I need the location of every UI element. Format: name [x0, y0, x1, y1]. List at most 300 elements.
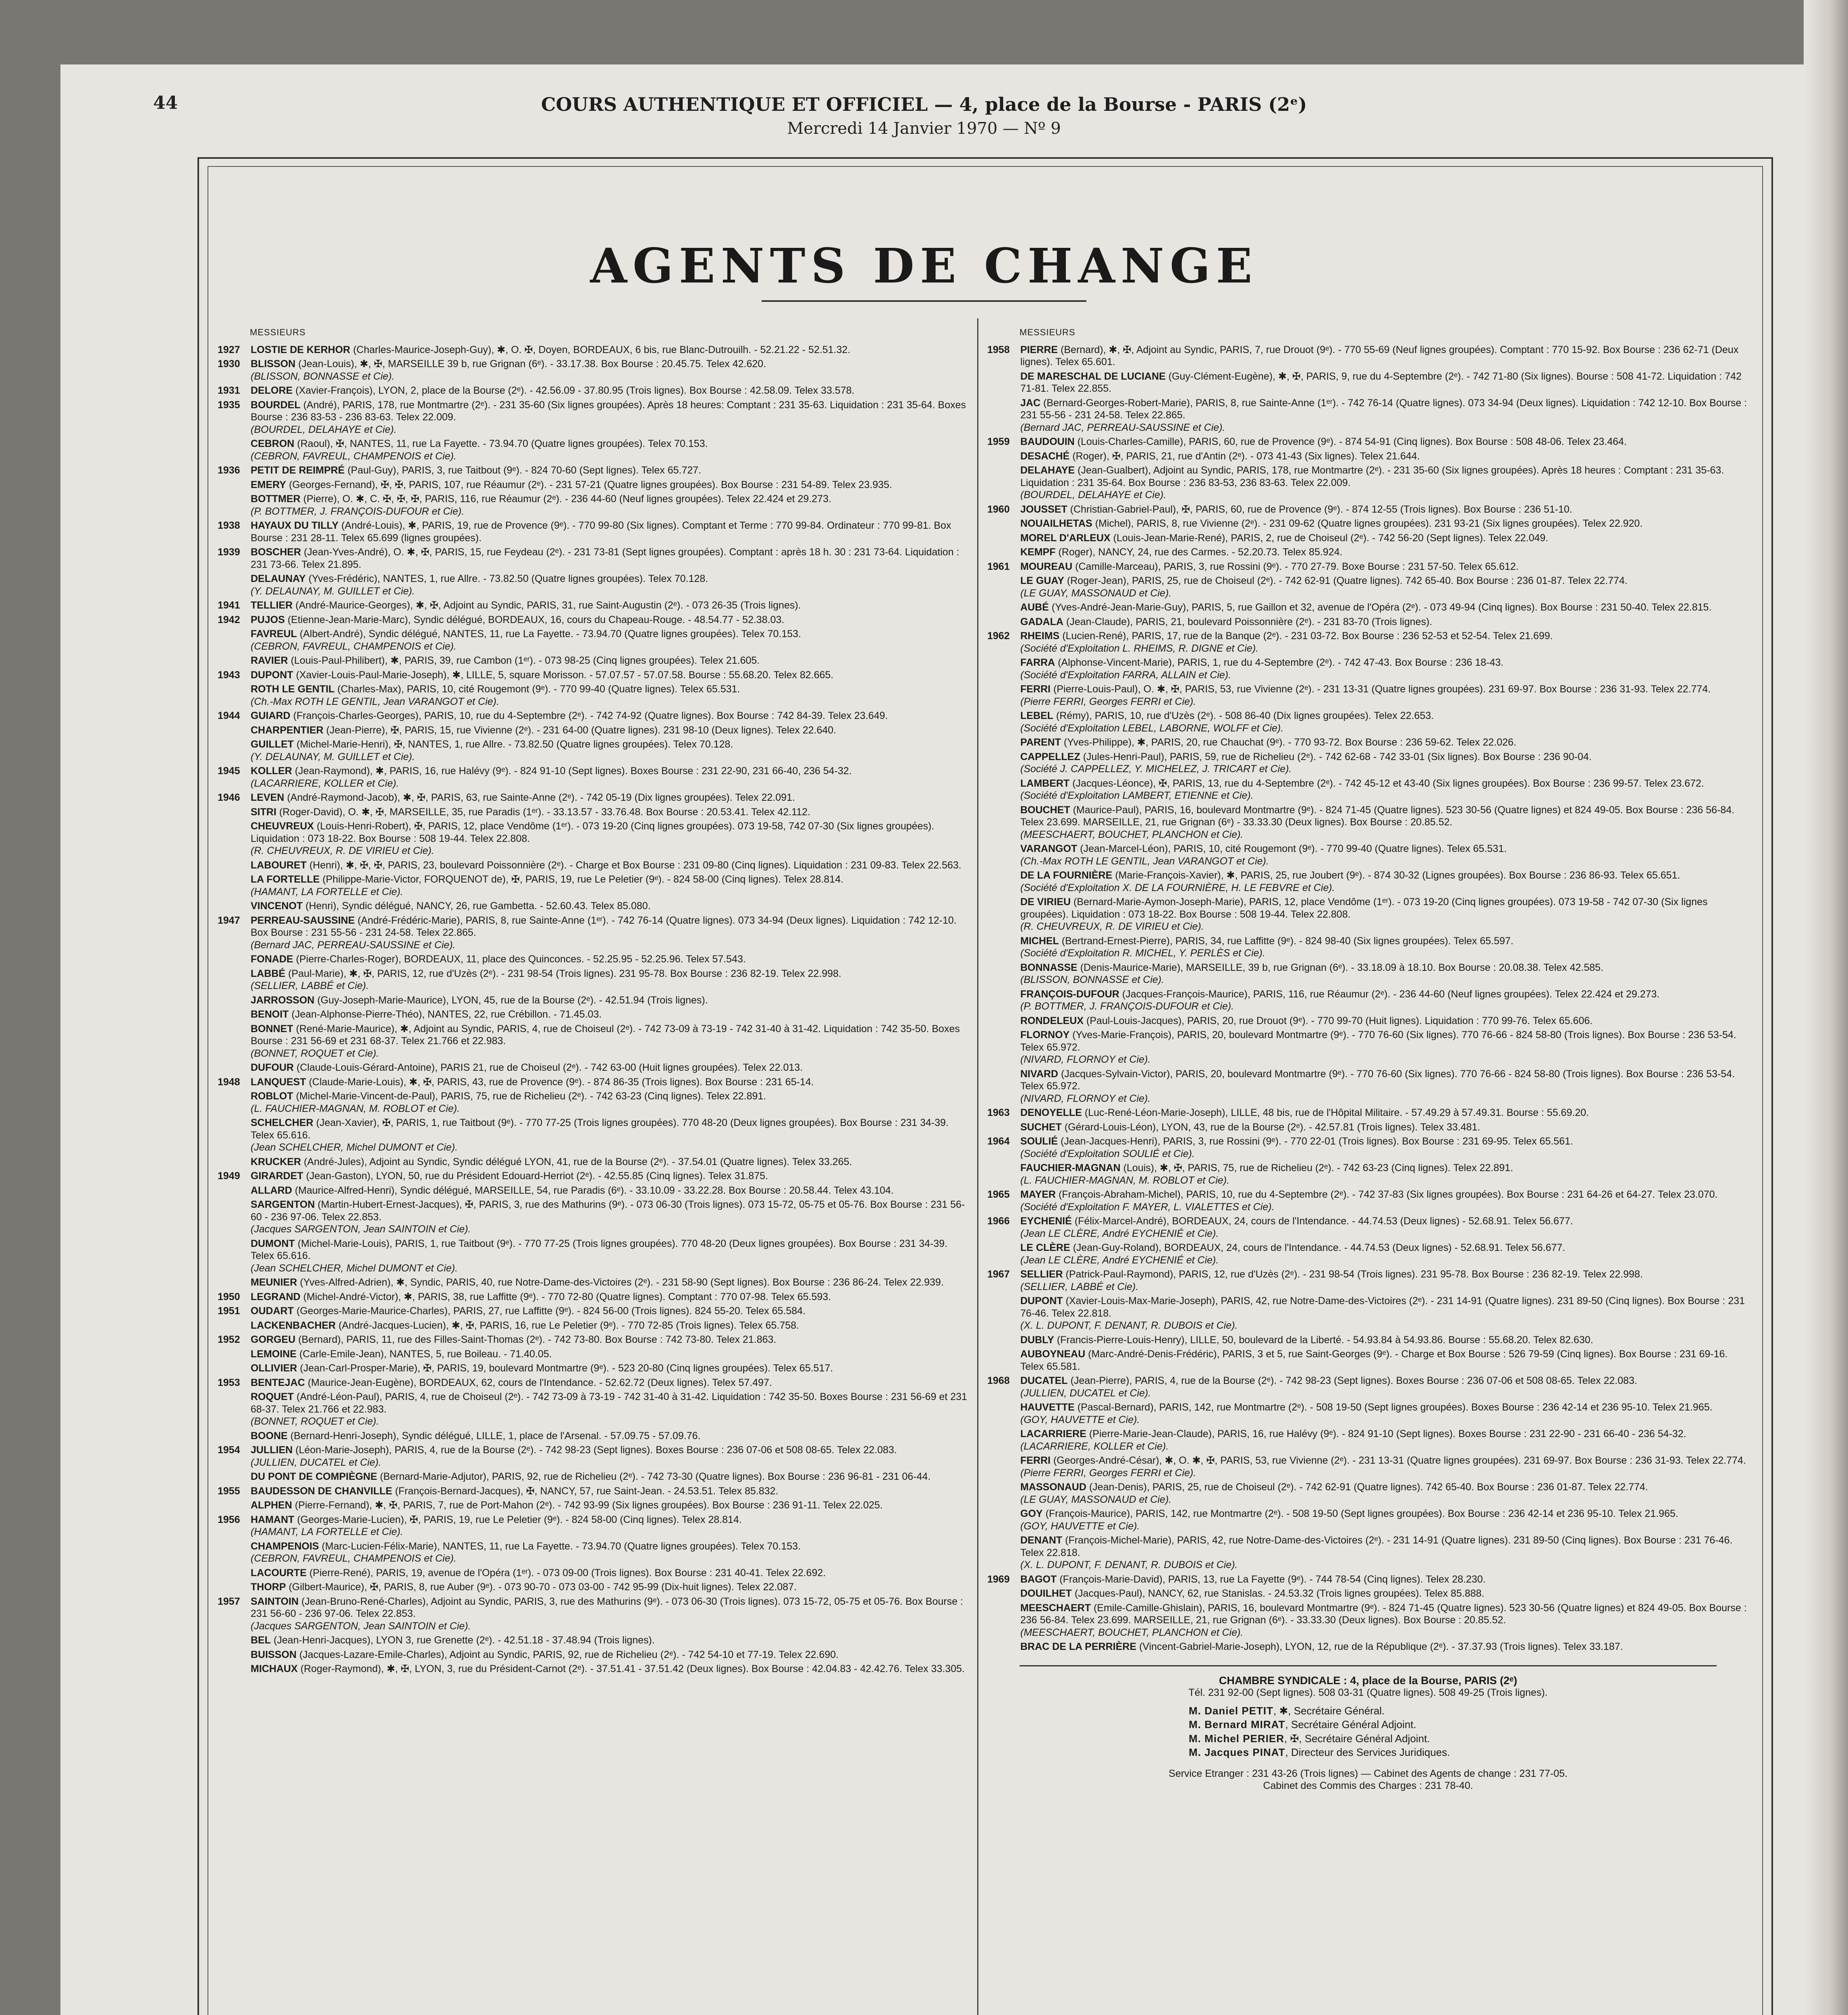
- admission-year: 1938: [218, 520, 240, 531]
- firm-name: (GOY, HAUVETTE et Cie).: [1020, 1520, 1140, 1532]
- admission-year: 1930: [218, 358, 240, 370]
- agent-address: (Jean-Gualbert), Adjoint au Syndic, PARIS, 178, rue Montmartre (2ᵉ). - 231 35-60 (Six lignes groupées). Après 18 heures : Comptant : 231 35-63. Liquidation : 231 35-64. Box Bourse : 236 83-53, 236 83-63. Telex 22.009.: [1020, 465, 1724, 488]
- agent-name: GORGEU: [251, 1334, 296, 1345]
- firm-name: (L. FAUCHIER-MAGNAN, M. ROBLOT et Cie).: [1020, 1174, 1230, 1186]
- agent-address: (Pierre-Charles-Roger), BORDEAUX, 11, place des Quinconces. - 52.25.95 - 52.25.96. Telex 57.543.: [296, 953, 746, 965]
- agent-entry: [218, 710, 967, 722]
- agent-address: (Jean-Jacques-Henri), PARIS, 3, rue Rossini (9ᵉ). - 770 22-01 (Trois lignes). Box Bourse : 231 69-95. Telex 65.561.: [1061, 1136, 1573, 1147]
- admission-year: 1948: [218, 1076, 240, 1088]
- agent-entry: [987, 532, 1749, 544]
- agent-name: MEUNIER: [251, 1277, 297, 1288]
- agent-details: [251, 438, 967, 462]
- admission-year: [987, 1068, 1020, 1105]
- agent-entry: [987, 1268, 1749, 1293]
- agent-name: HAMANT: [251, 1514, 295, 1525]
- agent-address: (Georges-Marie-Maurice-Charles), PARIS, 27, rue Laffitte (9ᵉ). - 824 56-00 (Trois lignes). 824 55-20. Telex 65.584.: [296, 1305, 806, 1317]
- admission-year: [987, 656, 1020, 681]
- agent-address: (Georges-Fernand), ✠, ✠, PARIS, 107, rue Réaumur (2ᵉ). - 231 57-21 (Quatre lignes groupées). Box Bourse : 231 54-89. Telex 23.935.: [289, 479, 892, 490]
- agent-name: GUIARD: [251, 710, 291, 721]
- admission-year: [987, 935, 1020, 960]
- agent-name: SUCHET: [1020, 1121, 1062, 1133]
- admission-year: [218, 1499, 251, 1512]
- admission-year: 1939: [218, 546, 240, 558]
- admission-year: [987, 532, 1020, 544]
- agent-list-left: [218, 344, 967, 1675]
- agent-address: (Francis-Pierre-Louis-Henry), LILLE, 50, boulevard de la Liberté. - 54.93.84 à 54.93.86. Bourse : 55.68.20. Telex 82.630.: [1057, 1334, 1593, 1346]
- admission-year: [218, 479, 251, 491]
- agent-address: (Bernard-Henri-Joseph), Syndic délégué, LILLE, 1, place de l'Arsenal. - 57.09.75 - 57.09.76.: [290, 1430, 701, 1442]
- agent-name: KRUCKER: [251, 1156, 301, 1167]
- agent-address: (Jean-Gaston), LYON, 50, rue du Président Edouard-Herriot (2ᵉ). - 42.55.85 (Cinq lignes). Telex 31.875.: [306, 1170, 768, 1182]
- admission-year: [987, 683, 1020, 708]
- firm-name: (Société d'Exploitation LEBEL, LABORNE, WOLFF et Cie).: [1020, 722, 1284, 734]
- agent-entry: [987, 1454, 1749, 1479]
- admission-year: 1959: [987, 436, 1010, 447]
- agent-address: (Roger), ✠, PARIS, 21, rue d'Antin (2ᵉ). - 073 41-43 (Six lignes). Telex 21.644.: [1072, 450, 1420, 462]
- agent-entry: [987, 517, 1749, 530]
- agent-name: EMERY: [251, 479, 286, 490]
- agent-name: RONDELEUX: [1020, 1015, 1084, 1026]
- agent-details: [1020, 1573, 1749, 1586]
- agent-address: (Bernard-Marie-Adjutor), PARIS, 92, rue de Richelieu (2ᵉ). - 742 73-30 (Quatre lignes). Box Bourse : 236 96-81 - 231 06-44.: [380, 1471, 931, 1482]
- firm-name: (Société d'Exploitation FARRA, ALLAIN et Cie).: [1020, 669, 1231, 681]
- firm-name: (LACARRIERE, KOLLER et Cie).: [251, 777, 399, 789]
- agent-address: (Claude-Marie-Louis), ✱, ✠, PARIS, 43, rue de Provence (9ᵉ). - 874 86-35 (Trois lignes). Box Bourse : 231 65-14.: [309, 1076, 814, 1088]
- agent-details: [1020, 344, 1749, 368]
- firm-name: (CEBRON, FAVREUL, CHAMPENOIS et Cie).: [251, 1553, 457, 1564]
- admission-year: [218, 1184, 251, 1197]
- agent-name: JOUSSET: [1020, 503, 1067, 515]
- staff-member: [1189, 1718, 1749, 1731]
- admission-year: [218, 806, 251, 818]
- agent-entry: [218, 573, 967, 597]
- agent-entry: [218, 1485, 967, 1498]
- admission-year: 1944: [218, 710, 240, 721]
- agent-details: [251, 493, 967, 517]
- firm-name: (Société d'Exploitation LAMBERT, ETIENNE et Cie).: [1020, 790, 1254, 801]
- agent-entry: [218, 438, 967, 462]
- agent-name: HAUVETTE: [1020, 1402, 1075, 1413]
- agent-name: SCHELCHER: [251, 1117, 314, 1128]
- agent-details: [251, 1276, 967, 1289]
- admission-year: 1936: [218, 465, 240, 476]
- admission-year: [987, 575, 1020, 599]
- agent-details: [1020, 751, 1749, 775]
- firm-name: (NIVARD, FLORNOY et Cie).: [1020, 1093, 1151, 1104]
- agent-name: RHEIMS: [1020, 630, 1060, 642]
- staff-member: [1189, 1732, 1749, 1745]
- agent-details: [251, 683, 967, 708]
- agent-name: FERRI: [1020, 683, 1051, 695]
- agent-entry: [987, 436, 1749, 448]
- agent-entry: [218, 683, 967, 708]
- agent-entry: [987, 869, 1749, 894]
- agent-details: [251, 1156, 967, 1168]
- agent-entry: [987, 683, 1749, 708]
- agent-details: [251, 1348, 967, 1361]
- agent-details: [251, 479, 967, 491]
- agent-details: [1020, 1268, 1749, 1293]
- agent-address: (Louis-Paul-Philibert), ✱, PARIS, 39, rue Cambon (1ᵉʳ). - 073 98-25 (Cinq lignes groupées). Telex 21.605.: [291, 655, 760, 666]
- firm-name: (HAMANT, LA FORTELLE et Cie).: [251, 1526, 403, 1537]
- agent-entry: [218, 628, 967, 652]
- agent-details: [1020, 370, 1749, 395]
- agent-entry: [218, 968, 967, 992]
- firm-name: (Société d'Exploitation X. DE LA FOURNIÈRE, H. LE FEBVRE et Cie).: [1020, 882, 1335, 893]
- agent-details: [1020, 1162, 1749, 1186]
- agent-address: (Xavier-François), LYON, 2, place de la Bourse (2ᵉ). - 42.56.09 - 37.80.95 (Trois lignes). Box Bourse : 42.58.09. Telex 33.578.: [295, 385, 855, 396]
- agent-entry: [987, 736, 1749, 749]
- agent-details: [1020, 575, 1749, 599]
- agent-details: [251, 1391, 967, 1428]
- agent-address: (Xavier-Louis-Max-Marie-Joseph), PARIS, 42, rue Notre-Dame-des-Victoires (2ᵉ). - 231 14-91 (Quatre lignes). 231 89-50 (Cinq lignes). Box Bourse : 231 76-46. Telex 22.818.: [1020, 1295, 1745, 1319]
- admission-year: [987, 962, 1020, 986]
- agent-details: [251, 464, 967, 477]
- agent-entry: [987, 804, 1749, 841]
- firm-name: (MEESCHAERT, BOUCHET, PLANCHON et Cie).: [1020, 829, 1244, 840]
- agent-name: BENOIT: [251, 1009, 289, 1020]
- agent-entry: [987, 1481, 1749, 1506]
- admission-year: [987, 1162, 1020, 1186]
- agent-details: [251, 1430, 967, 1442]
- admission-year: 1961: [987, 561, 1010, 572]
- agent-address: (Pascal-Bernard), PARIS, 142, rue Montmartre (2ᵉ). - 508 19-50 (Sept lignes groupées). Boxes Bourse : 236 42-14 et 236 95-10. Telex 21.965.: [1077, 1402, 1713, 1413]
- agent-entry: [987, 397, 1749, 434]
- admission-year: [987, 1428, 1020, 1452]
- agent-details: [251, 1514, 967, 1538]
- firm-name: (Jean LE CLÈRE, André EYCHENIÉ et Cie).: [1020, 1228, 1219, 1239]
- agent-address: (Guy-Clément-Eugène), ✱, ✠, PARIS, 9, rue du 4-Septembre (2ᵉ). - 742 71-80 (Six lignes). Bourse : 508 41-72. Liquidation : 742 71-81. Telex 22.855.: [1020, 370, 1742, 394]
- agent-address: (Marc-André-Denis-Frédéric), PARIS, 3 et 5, rue Saint-Georges (9ᵉ). - Charge et Box Bourse : 526 79-59 (Cinq lignes). Box Bourse : 231 69-16. Telex 65.581.: [1020, 1348, 1728, 1372]
- agent-entry: [987, 1375, 1749, 1399]
- agent-entry: [987, 710, 1749, 734]
- agent-entry: [987, 1015, 1749, 1027]
- agent-address: (Jean-Raymond), ✱, PARIS, 16, rue Halévy (9ᵉ). - 824 91-10 (Sept lignes). Boxes Bourse : 231 22-90, 231 66-40, 236 54-32.: [295, 765, 852, 777]
- agent-entry: [218, 1305, 967, 1317]
- agent-name: MEESCHAERT: [1020, 1602, 1091, 1614]
- admission-year: [987, 843, 1020, 867]
- agent-entry: [987, 935, 1749, 960]
- agent-entry: [218, 820, 967, 857]
- admission-year: [987, 1295, 1020, 1332]
- agent-entry: [218, 1291, 967, 1303]
- agent-entry: [987, 1573, 1749, 1586]
- agent-details: [1020, 601, 1749, 614]
- agent-name: DU PONT DE COMPIÈGNE: [251, 1471, 377, 1482]
- agent-address: (Léon-Marie-Joseph), PARIS, 4, rue de la Bourse (2ᵉ). - 742 98-23 (Sept lignes). Boxes Bourse : 236 07-06 et 508 08-65. Telex 22.083.: [295, 1444, 897, 1456]
- agent-entry: [987, 601, 1749, 614]
- messieurs-label: MESSIEURS: [250, 327, 306, 337]
- admission-year: [218, 654, 251, 667]
- agent-address: (Guy-Joseph-Marie-Maurice), LYON, 45, rue de la Bourse (2ᵉ). - 42.51.94 (Trois lignes).: [317, 994, 708, 1006]
- firm-name: (Ch.-Max ROTH LE GENTIL, Jean VARANGOT et Cie).: [1020, 855, 1269, 867]
- firm-name: (X. L. DUPONT, F. DENANT, R. DUBOIS et Cie).: [1020, 1559, 1238, 1570]
- agent-name: GUILLET: [251, 739, 294, 750]
- agent-entry: [987, 1068, 1749, 1105]
- agent-details: [251, 1319, 967, 1332]
- agent-details: [1020, 1534, 1749, 1571]
- agent-details: [251, 1334, 967, 1346]
- admission-year: [987, 777, 1020, 802]
- agent-entry: [218, 614, 967, 626]
- admission-year: [987, 1508, 1020, 1532]
- chambre-phone: Tél. 231 92-00 (Sept lignes). 508 03-31 (Quatre lignes). 508 49-25 (Trois lignes).: [1188, 1687, 1548, 1698]
- admission-year: [218, 953, 251, 966]
- agent-details: [251, 953, 967, 966]
- agent-name: NOUAILHETAS: [1020, 518, 1092, 529]
- page-title: AGENTS DE CHANGE: [590, 238, 1258, 294]
- agent-details: [251, 1362, 967, 1375]
- agent-address: (François-Charles-Georges), PARIS, 10, rue du 4-Septembre (2ᵉ). - 742 74-92 (Quatre lignes). Box Bourse : 742 84-39. Telex 23.649.: [293, 710, 888, 721]
- admission-year: 1964: [987, 1136, 1010, 1147]
- agent-details: [251, 1008, 967, 1021]
- issue-date: Mercredi 14 Janvier 1970 — Nº 9: [787, 119, 1061, 138]
- firm-name: (LACARRIERE, KOLLER et Cie).: [1020, 1440, 1169, 1452]
- admission-year: 1968: [987, 1375, 1010, 1386]
- agent-details: [1020, 1587, 1749, 1600]
- firm-name: (Société J. CAPPELLEZ, Y. MICHELEZ, J. TRICART et Cie).: [1020, 763, 1292, 775]
- agent-entry: [987, 1215, 1749, 1240]
- agent-details: [1020, 777, 1749, 802]
- agent-details: [1020, 1107, 1749, 1119]
- agent-address: (Paul-Guy), PARIS, 3, rue Taitbout (9ᵉ). - 824 70-60 (Sept lignes). Telex 65.727.: [347, 465, 702, 476]
- agent-name: FAUCHIER-MAGNAN: [1020, 1162, 1121, 1174]
- agent-details: [251, 1062, 967, 1074]
- agent-address: (Luc-René-Léon-Marie-Joseph), LILLE, 48 bis, rue de l'Hôpital Militaire. - 57.49.29 à 57.49.31. Bourse : 55.69.20.: [1084, 1107, 1589, 1118]
- agent-address: (Louis-Henri-Robert), ✠, PARIS, 12, place Vendôme (1ᵉʳ). - 073 19-20 (Cinq lignes groupées). 073 19-58, 742 07-30 (Six lignes groupées). Liquidation : 073 18-22. Box Bourse : 508 19-44. Telex 22.808.: [251, 821, 934, 844]
- admission-year: [987, 869, 1020, 894]
- admission-year: [218, 859, 251, 872]
- agent-details: [251, 1649, 967, 1661]
- agent-address: (Jean-Denis), PARIS, 25, rue de Choiseul (2ᵉ). - 742 62-91 (Quatre lignes). 742 65-40. Box Bourse : 236 01-87. Telex 22.774.: [1089, 1481, 1648, 1493]
- admission-year: [218, 493, 251, 517]
- firm-name: (SELLIER, LABBÉ et Cie).: [1020, 1281, 1139, 1292]
- firm-name: (R. CHEUVREUX, R. DE VIRIEU et Cie).: [251, 845, 434, 856]
- agent-address: (Carle-Emile-Jean), NANTES, 5, rue Boileau. - 71.40.05.: [299, 1348, 552, 1360]
- firm-name: (Société d'Exploitation R. MICHEL, Y. PERLÈS et Cie).: [1020, 947, 1265, 959]
- agent-name: DE VIRIEU: [1020, 896, 1071, 908]
- agent-name: JULLIEN: [251, 1444, 293, 1456]
- agent-name: LABOURET: [251, 859, 307, 871]
- agent-entry: [987, 1334, 1749, 1346]
- firm-name: (Jacques SARGENTON, Jean SAINTOIN et Cie).: [251, 1224, 471, 1235]
- agent-address: (Bernard), ✱, ✠, Adjoint au Syndic, PARIS, 7, rue Drouot (9ᵉ). - 770 55-69 (Neuf lignes groupées). Comptant : 770 15-92. Box Bourse : 236 62-71 (Deux lignes). Telex 65.601.: [1020, 344, 1739, 368]
- admission-year: 1947: [218, 914, 240, 926]
- agent-name: DE LA FOURNIÈRE: [1020, 870, 1113, 881]
- admission-year: [218, 1362, 251, 1375]
- agent-entry: [218, 1430, 967, 1442]
- agent-details: [251, 1634, 967, 1647]
- agent-name: BOONE: [251, 1430, 288, 1442]
- agent-details: [1020, 1348, 1749, 1373]
- agent-entry: [987, 896, 1749, 933]
- agent-entry: [987, 988, 1749, 1013]
- agent-address: (Patrick-Paul-Raymond), PARIS, 12, rue d'Uzès (2ᵉ). - 231 98-54 (Trois lignes). 231 95-78. Box Bourse : 236 82-19. Telex 22.998.: [1065, 1269, 1643, 1280]
- agent-address: (Gérard-Louis-Léon), LYON, 43, rue de la Bourse (2ᵉ). - 42.57.81 (Trois lignes). Telex 33.481.: [1064, 1121, 1480, 1133]
- agent-details: [251, 384, 967, 397]
- chambre-staff-list: [1189, 1705, 1749, 1759]
- agent-entry: [218, 791, 967, 804]
- admission-year: [987, 1029, 1020, 1066]
- agent-entry: [987, 1508, 1749, 1532]
- agent-address: (Jean-Carl-Prosper-Marie), ✠, PARIS, 19, boulevard Montmartre (9ᵉ). - 523 20-80 (Cinq lignes groupées). Telex 65.517.: [300, 1363, 833, 1374]
- agent-name: KEMPF: [1020, 546, 1056, 558]
- agent-details: [251, 724, 967, 737]
- agent-entry: [218, 1276, 967, 1289]
- agent-name: MICHAUX: [251, 1663, 298, 1674]
- agent-name: GIRARDET: [251, 1170, 303, 1182]
- agent-details: [251, 1170, 967, 1182]
- agent-name: MOUREAU: [1020, 561, 1073, 572]
- agent-entry: [987, 464, 1749, 501]
- agent-address: (Gilbert-Maurice), ✠, PARIS, 8, rue Auber (9ᵉ). - 073 90-70 - 073 03-00 - 742 95-99 (Dix-huit lignes). Telex 22.087.: [289, 1581, 797, 1593]
- agent-address: (Jean-Yves-André), O. ✱, ✠, PARIS, 15, rue Feydeau (2ᵉ). - 231 73-81 (Sept lignes groupées). Comptant : après 18 h. 30 : 231 73-64. Liquidation : 231 73-66. Telex 21.895.: [251, 546, 959, 570]
- agent-name: VARANGOT: [1020, 843, 1078, 854]
- agent-details: [251, 1305, 967, 1317]
- agent-entry: [987, 1295, 1749, 1332]
- agent-address: (Camille-Marceau), PARIS, 3, rue Rossini (9ᵉ). - 770 27-79. Boxe Bourse : 231 57-50. Telex 65.612.: [1075, 561, 1519, 572]
- firm-name: (Jean LE CLÈRE, André EYCHENIÉ et Cie).: [1020, 1254, 1219, 1266]
- admission-year: [218, 1567, 251, 1579]
- agent-address: (Michel-André-Victor), ✱, PARIS, 38, rue Laffitte (9ᵉ). - 770 72-80 (Quatre lignes). Comptant : 770 07-98. Telex 65.593.: [303, 1291, 831, 1302]
- agent-name: FERRI: [1020, 1455, 1051, 1466]
- agent-entry: [218, 1008, 967, 1021]
- agent-entry: [218, 1117, 967, 1154]
- admission-year: [218, 873, 251, 898]
- agent-details: [1020, 1641, 1749, 1653]
- firm-name: (P. BOTTMER, J. FRANÇOIS-DUFOUR et Cie).: [1020, 1001, 1234, 1012]
- agent-address: (Michel-Marie-Louis), PARIS, 1, rue Taitbout (9ᵉ). - 770 77-25 (Trois lignes groupées). 770 48-20 (Deux lignes groupées). Box Bourse : 231 34-39. Telex 65.616.: [251, 1238, 948, 1261]
- firm-name: (Jacques SARGENTON, Jean SAINTOIN et Cie).: [251, 1620, 471, 1632]
- agent-details: [251, 344, 967, 356]
- staff-name: M. Jacques PINAT: [1189, 1746, 1285, 1758]
- admission-year: [987, 1121, 1020, 1134]
- agent-address: (François-Bernard-Jacques), ✠, NANCY, 57, rue Saint-Jean. - 24.53.51. Telex 85.832.: [395, 1485, 779, 1497]
- agent-entry: [987, 656, 1749, 681]
- agent-name: LEMOINE: [251, 1348, 297, 1360]
- agent-name: CHEUVREUX: [251, 821, 314, 832]
- firm-name: (JULLIEN, DUCATEL et Cie).: [1020, 1387, 1151, 1399]
- agent-name: TELLIER: [251, 600, 293, 611]
- agent-details: [1020, 1602, 1749, 1639]
- agent-entry: [218, 654, 967, 667]
- agent-name: FRANÇOIS-DUFOUR: [1020, 988, 1119, 1000]
- firm-name: (BOURDEL, DELAHAYE et Cie).: [251, 424, 397, 435]
- agent-details: [251, 1444, 967, 1469]
- firm-name: (Y. DELAUNAY, M. GUILLET et Cie).: [251, 585, 415, 597]
- firm-name: (Bernard JAC, PERREAU-SAUSSINE et Cie).: [1020, 422, 1225, 433]
- agent-address: (Raoul), ✠, NANTES, 11, rue La Fayette. - 73.94.70 (Quatre lignes groupées). Telex 70.153.: [297, 438, 708, 449]
- agent-details: [1020, 804, 1749, 841]
- admission-year: [987, 1454, 1020, 1479]
- agent-name: DUFOUR: [251, 1062, 294, 1073]
- admission-year: [218, 628, 251, 652]
- admission-year: [218, 1062, 251, 1074]
- agent-details: [1020, 1454, 1749, 1479]
- agent-details: [1020, 935, 1749, 960]
- agent-address: (Yves-Alfred-Adrien), ✱, Syndic, PARIS, 40, rue Notre-Dame-des-Victoires (2ᵉ). - 231 58-90 (Sept lignes). Box Bourse : 236 86-24. Telex 22.939.: [300, 1277, 944, 1288]
- agent-entry: [218, 994, 967, 1007]
- admission-year: 1949: [218, 1170, 240, 1182]
- agent-name: AUBÉ: [1020, 602, 1049, 613]
- agent-details: [1020, 630, 1749, 654]
- admission-year: [987, 397, 1020, 434]
- agent-entry: [987, 1029, 1749, 1066]
- agent-name: CHAMPENOIS: [251, 1540, 319, 1552]
- admission-year: 1931: [218, 385, 240, 396]
- admission-year: [987, 1481, 1020, 1506]
- agent-entry: [218, 669, 967, 681]
- agent-entry: [218, 1663, 967, 1675]
- agent-name: SAINTOIN: [251, 1595, 299, 1607]
- agent-details: [1020, 532, 1749, 544]
- admission-year: [987, 601, 1020, 614]
- agent-name: EYCHENIÉ: [1020, 1215, 1072, 1227]
- agent-address: (François-Maurice), PARIS, 142, rue Montmartre (2ᵉ). - 508 19-50 (Sept lignes groupées). Box Bourse : 236 42-14 et 236 95-10. Telex 21.965.: [1045, 1508, 1678, 1519]
- agent-address: (Paul-Louis-Jacques), PARIS, 20, rue Drouot (9ᵉ). - 770 99-70 (Huit lignes). Liquidation : 770 99-76. Telex 65.606.: [1086, 1015, 1593, 1026]
- admission-year: [987, 450, 1020, 463]
- agent-address: (Louis-Charles-Camille), PARIS, 60, rue de Provence (9ᵉ). - 874 54-91 (Cinq lignes). Box Bourse : 508 48-06. Telex 23.464.: [1077, 436, 1627, 447]
- agent-entry: [218, 1334, 967, 1346]
- agent-address: (Jacques-Sylvain-Victor), PARIS, 20, boulevard Montmartre (9ᵉ). - 770 76-60 (Six lignes). 770 76-66 - 824 58-80 (Trois lignes). Box Bourse : 236 53-54. Telex 65.972.: [1020, 1068, 1735, 1092]
- service-etranger: Service Etranger : 231 43-26 (Trois lignes) — Cabinet des Agents de change : 231 77-05.: [1169, 1768, 1568, 1779]
- agent-address: (Jean-Claude), PARIS, 21, boulevard Poissonnière (2ᵉ). - 231 83-70 (Trois lignes).: [1066, 616, 1433, 627]
- agent-address: (Jacques-Lazare-Emile-Charles), Adjoint au Syndic, PARIS, 92, rue de Richelieu (2ᵉ). - 742 54-10 et 77-19. Telex 22.690.: [299, 1649, 839, 1660]
- agent-name: LANQUEST: [251, 1076, 306, 1088]
- firm-name: (BLISSON, BONNASSE et Cie).: [251, 370, 395, 382]
- agent-details: [251, 1663, 967, 1675]
- agent-details: [251, 1485, 967, 1498]
- agent-address: (Christian-Gabriel-Paul), ✠, PARIS, 60, rue de Provence (9ᵉ). - 874 12-55 (Trois lignes). Box Bourse : 236 51-10.: [1070, 503, 1572, 515]
- agent-entry: [218, 546, 967, 571]
- agent-entry: [218, 914, 967, 951]
- column-divider: [977, 318, 978, 2015]
- agent-details: [251, 1090, 967, 1115]
- agent-name: MASSONAUD: [1020, 1481, 1086, 1493]
- agent-details: [1020, 896, 1749, 933]
- firm-name: (Jean SCHELCHER, Michel DUMONT et Cie).: [251, 1142, 458, 1153]
- admission-year: [987, 751, 1020, 775]
- admission-year: [218, 1117, 251, 1154]
- agent-details: [1020, 683, 1749, 708]
- firm-name: (LE GUAY, MASSONAUD et Cie).: [1020, 1494, 1172, 1505]
- agent-details: [1020, 436, 1749, 448]
- agent-address: (Etienne-Jean-Marie-Marc), Syndic délégué, BORDEAUX, 16, cours du Chapeau-Rouge. - 48.54.77 - 52.38.03.: [287, 614, 785, 625]
- agent-address: (Emile-Camille-Ghislain), PARIS, 16, boulevard Montmartre (9ᵉ). - 824 71-45 (Quatre lignes). 523 30-56 (Quatre lignes) et 824 49-05. Box Bourse : 236 56-84. Telex 23.699. MARSEILLE, 21, rue Grignan (6ᵉ). - 33.33.30 (Deux lignes). Box Bourse : 20.85.52.: [1020, 1602, 1747, 1626]
- agent-name: LACARRIERE: [1020, 1428, 1086, 1440]
- agent-details: [251, 806, 967, 818]
- agent-entry: [987, 575, 1749, 599]
- firm-name: (NIVARD, FLORNOY et Cie).: [1020, 1054, 1151, 1065]
- agent-entry: [218, 806, 967, 818]
- admission-year: [987, 1602, 1020, 1639]
- agent-entry: [218, 1023, 967, 1060]
- admission-year: [987, 517, 1020, 530]
- agent-entry: [987, 962, 1749, 986]
- agent-address: (André-Jacques-Lucien), ✱, ✠, PARIS, 16, rue Le Peletier (9ᵉ). - 770 72-85 (Trois lignes). Telex 65.758.: [338, 1319, 799, 1331]
- agent-name: DENOYELLE: [1020, 1107, 1082, 1118]
- agent-name: ROQUET: [251, 1391, 294, 1402]
- agent-details: [1020, 561, 1749, 573]
- firm-name: (BLISSON, BONNASSE et Cie).: [1020, 974, 1165, 985]
- agent-entry: [218, 1319, 967, 1332]
- agent-address: (Charles-Maurice-Joseph-Guy), ✱, O. ✠, Doyen, BORDEAUX, 6 bis, rue Blanc-Dutrouilh. - 52.21.22 - 52.51.32.: [353, 344, 851, 355]
- title-underline: [762, 300, 1086, 302]
- agent-details: [1020, 517, 1749, 530]
- agent-entry: [218, 1567, 967, 1579]
- agent-entry: [987, 503, 1749, 516]
- agent-details: [251, 519, 967, 544]
